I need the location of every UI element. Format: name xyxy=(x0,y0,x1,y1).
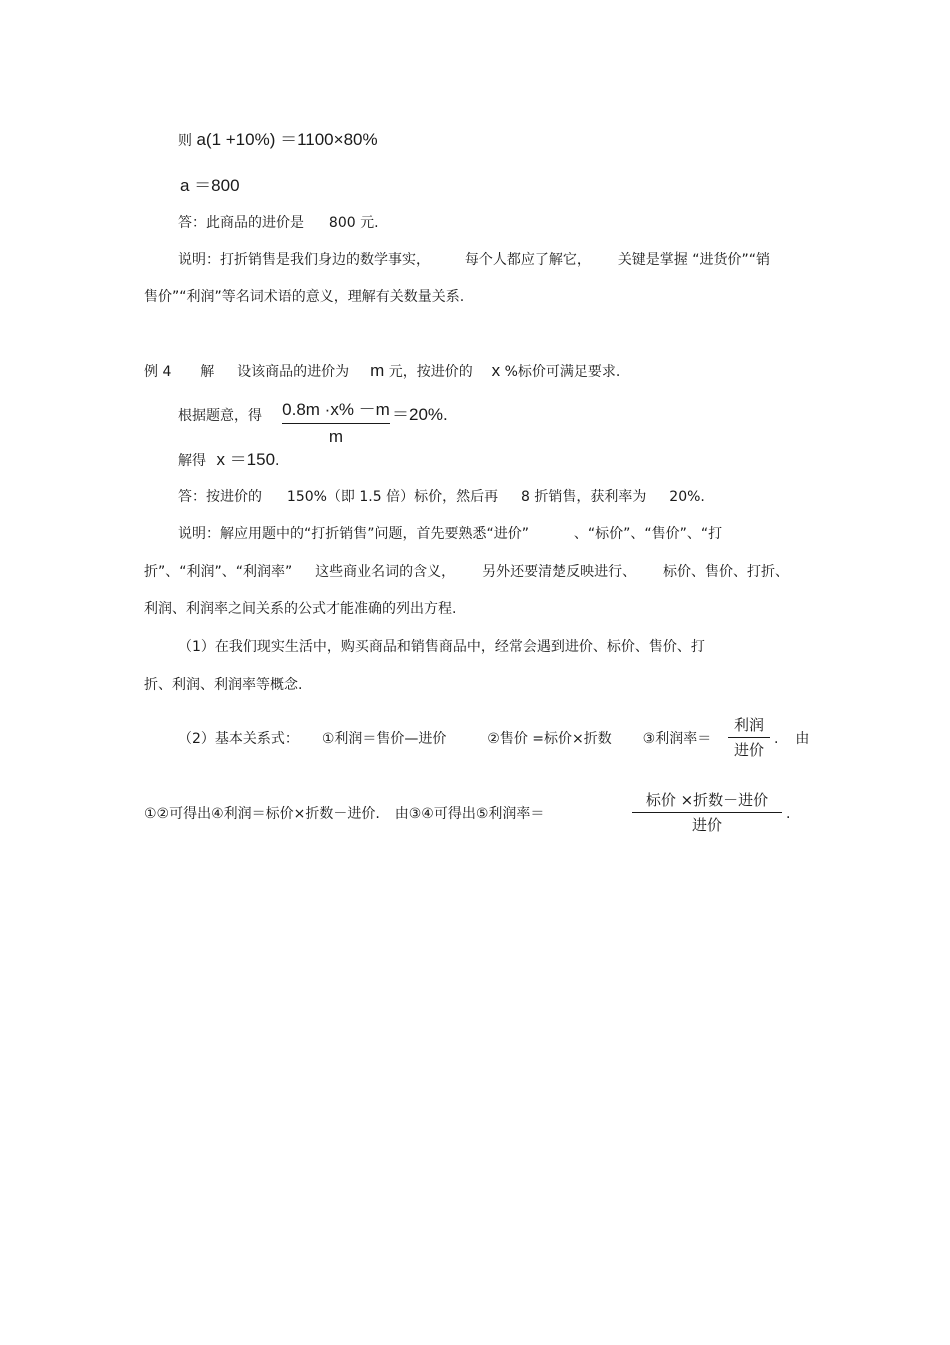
text: 答：此商品的进价是 xyxy=(178,215,304,231)
denominator: m xyxy=(328,427,344,446)
variable-m: m xyxy=(370,361,385,380)
text: 标价、售价、打折、 xyxy=(662,564,789,580)
text: 折、利润、利润率等概念. xyxy=(144,677,303,693)
variable-x: x xyxy=(491,361,501,380)
relation-3: ③利润率＝ xyxy=(642,731,712,747)
item-2-line xyxy=(178,730,711,748)
text: 解得 xyxy=(178,453,206,469)
note-line-1 xyxy=(178,525,722,543)
text: 每个人都应了解它， xyxy=(464,252,591,268)
text: 元，按进价的 xyxy=(388,364,473,380)
text: 20%. xyxy=(669,489,705,505)
text: （1）在我们现实生活中，购买商品和销售商品中，经常会遇到进价、标价、售价、打 xyxy=(178,639,705,655)
text: 、“标价”、“售价”、“打 xyxy=(573,526,723,542)
text: 150%（即 1.5 倍）标价，然后再 xyxy=(286,489,499,505)
text: 由 xyxy=(795,731,810,747)
numerator: 0.8m ·x% －m xyxy=(282,400,390,419)
equation-rhs xyxy=(392,406,448,424)
relation-2: ②售价 =标价×折数 xyxy=(487,731,612,747)
equation: a(1 +10%) ＝1100×80% xyxy=(196,130,378,149)
solution-label: 解 xyxy=(200,364,215,380)
text: 答：按进价的 xyxy=(178,489,262,505)
fraction-profit-rate xyxy=(728,716,770,759)
text: 折”、“利润”、“利润率” xyxy=(144,564,293,580)
text: （2）基本关系式： xyxy=(178,731,299,747)
item-1-line-1 xyxy=(178,638,705,656)
text: 售价”“利润”等名词术语的意义，理解有关数量关系. xyxy=(144,289,465,305)
item-1-line-2 xyxy=(144,676,302,694)
text: 设该商品的进价为 xyxy=(237,364,350,380)
note-line-2 xyxy=(144,563,789,581)
text: 利润、利润率之间关系的公式才能准确的列出方程. xyxy=(144,601,457,617)
text: . xyxy=(275,453,280,469)
numerator: 标价 ×折数－进价 xyxy=(645,791,769,809)
text: 说明：解应用题中的“打折销售”问题，首先要熟悉“进价” xyxy=(178,526,530,542)
denominator: 进价 xyxy=(733,741,764,759)
denominator: 进价 xyxy=(691,816,722,834)
explanation-line-1 xyxy=(178,251,770,269)
item-3-line xyxy=(144,805,544,823)
text: 关键是掌握 “进货价”“销 xyxy=(617,252,771,268)
fraction-equation xyxy=(282,395,390,447)
note-line-3 xyxy=(144,600,456,618)
equation: a ＝800 xyxy=(180,176,240,195)
text: 另外还要清楚反映进行、 xyxy=(482,564,637,580)
answer-line-1 xyxy=(178,214,379,232)
text: ①②可得出④利润＝标价×折数－进价. xyxy=(144,806,380,822)
text: ＝20%. xyxy=(392,405,448,424)
example-4-heading xyxy=(144,362,620,381)
fraction-bar xyxy=(632,812,782,813)
text: 这些商业名词的含义， xyxy=(315,564,456,580)
equation: x ＝150 xyxy=(216,450,276,469)
text: 由③④可得出⑤利润率＝ xyxy=(394,806,545,822)
explanation-line-2 xyxy=(144,288,464,306)
fraction-profit-rate-expanded xyxy=(632,791,782,834)
fraction-bar xyxy=(282,423,390,424)
text: . xyxy=(786,806,791,822)
text: %标价可满足要求. xyxy=(504,364,621,380)
text: 则 xyxy=(178,133,192,149)
equation-line-1 xyxy=(178,131,378,150)
numerator: 利润 xyxy=(733,716,764,734)
example-label: 例 4 xyxy=(144,364,172,380)
item-2-tail xyxy=(774,730,809,748)
text: 8 折销售，获利率为 xyxy=(521,489,647,505)
text: 800 元. xyxy=(328,215,379,231)
item-3-end xyxy=(786,805,790,823)
text: 说明：打折销售是我们身边的数学事实， xyxy=(178,252,430,268)
equation-prefix xyxy=(178,407,262,425)
answer-line-2 xyxy=(178,488,705,506)
fraction-bar xyxy=(728,737,770,738)
equation-line-2 xyxy=(180,177,240,196)
relation-1: ①利润＝售价—进价 xyxy=(321,731,447,747)
solved-line xyxy=(178,451,280,470)
text: . xyxy=(774,731,779,747)
text: 根据题意，得 xyxy=(178,408,262,424)
